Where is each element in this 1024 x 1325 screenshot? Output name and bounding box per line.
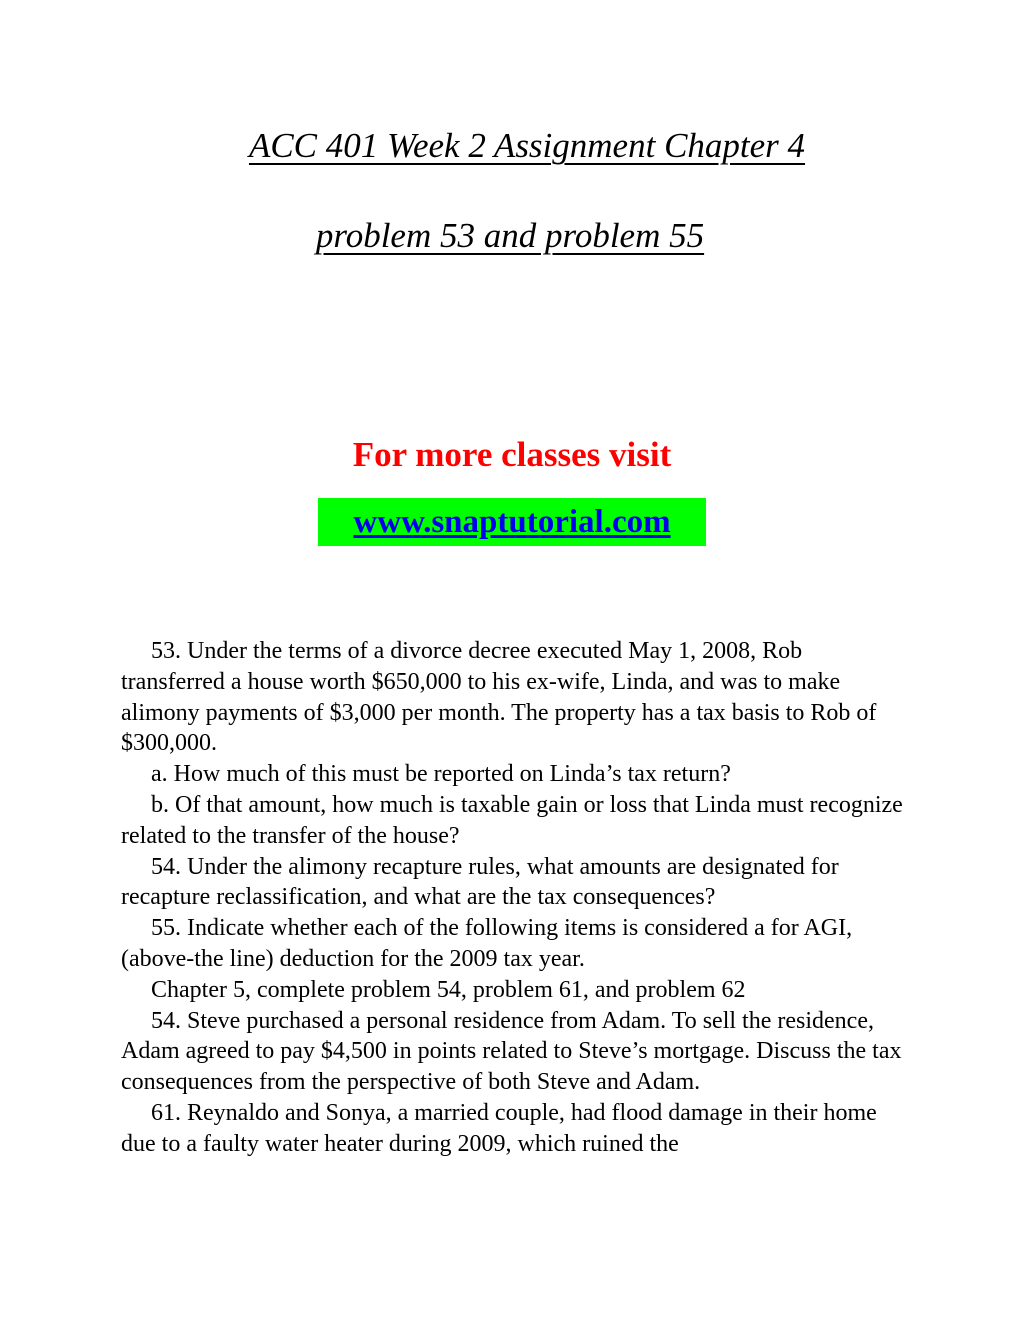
paragraph-problem-55: 55. Indicate whether each of the following items is considered a for AGI, (above-the line) deduction for the 2009 tax year.	[121, 915, 853, 972]
promo-text: For more classes visit	[352, 435, 672, 474]
paragraph-ch5-problem-61: 61. Reynaldo and Sonya, a married couple, had flood damage in their home due to a faulty water heater during 2009, which ruined the	[121, 1099, 877, 1157]
paragraph-chapter-5: Chapter 5, complete problem 54, problem 61, and problem 62	[151, 976, 746, 1003]
paragraph-problem-54: 54. Under the alimony recapture rules, what amounts are designated for recapture reclassification, and what are the tax consequences?	[121, 853, 839, 911]
body-text	[121, 636, 911, 1160]
document-title: ACC 401 Week 2 Assignment Chapter 4	[248, 126, 806, 165]
paragraph-ch5-problem-54: 54. Steve purchased a personal residence from Adam. To sell the residence, Adam agreed to pay $4,500 in points related to Steve’s mortgage. Discuss the tax consequences from the perspective of both Steve and Adam.	[121, 1007, 902, 1096]
promo-link[interactable]: www.snaptutorial.com	[353, 504, 671, 540]
paragraph-problem-53: 53. Under the terms of a divorce decree executed May 1, 2008, Rob transferred a house worth $650,000 to his ex-wife, Linda, and was to make alimony payments of $3,000 per month. The property has a tax basis to Rob of $300,000.	[121, 638, 877, 757]
paragraph-question-a: a. How much of this must be reported on Linda’s tax return?	[151, 761, 731, 788]
promo-link-highlight	[318, 498, 706, 546]
paragraph-question-b: b. Of that amount, how much is taxable gain or loss that Linda must recognize related to the transfer of the house?	[121, 791, 903, 849]
document-subtitle: problem 53 and problem 55	[315, 216, 705, 255]
